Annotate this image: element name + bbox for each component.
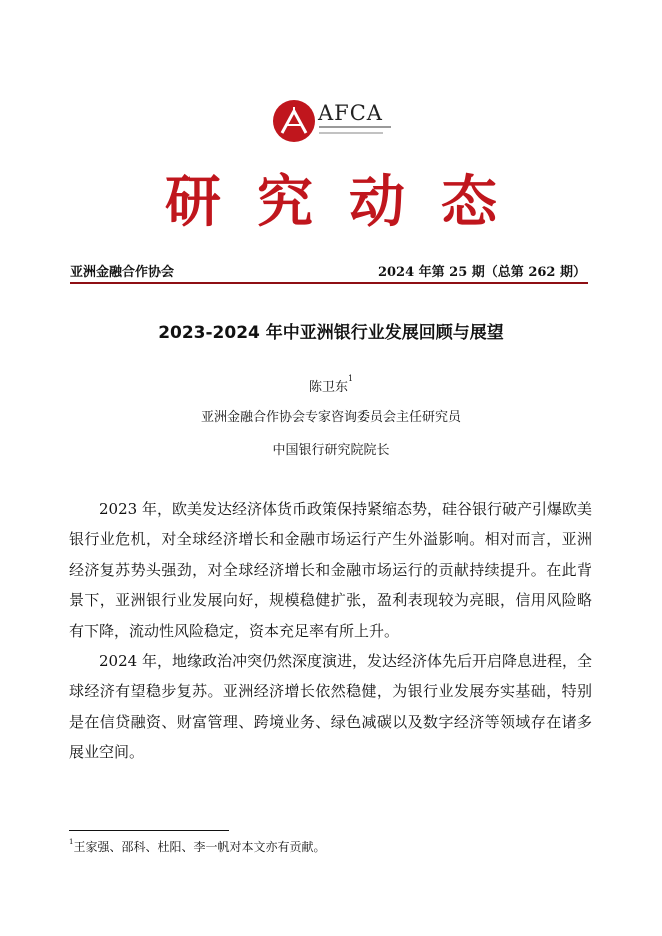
afca-emblem-icon <box>272 99 316 143</box>
article-body <box>69 494 592 768</box>
footnote-mark: 1 <box>69 838 74 846</box>
logo-wordmark: AFCA <box>318 101 383 125</box>
logo-subline <box>319 126 391 128</box>
author-footnote-mark: 1 <box>347 374 354 383</box>
footnote <box>69 838 325 855</box>
logo-subline-cn <box>319 132 383 134</box>
header-issue: 2024 年第 25 期（总第 262 期） <box>377 265 586 280</box>
author-name: 陈卫东 <box>308 380 348 395</box>
affiliation-1: 亚洲金融合作协会专家咨询委员会主任研究员 <box>200 410 461 425</box>
footnote-rule <box>69 830 229 831</box>
header-rule <box>70 282 588 284</box>
footnote-text: 王家强、邵科、杜阳、李一帆对本文亦有贡献。 <box>73 840 326 854</box>
afca-logo <box>272 99 392 147</box>
affiliation-2: 中国银行研究院院长 <box>272 443 390 458</box>
paragraph-2: 2024 年，地缘政治冲突仍然深度演进，发达经济体先后开启降息进程，全球经济有望稳步复苏。亚洲经济增长依然稳健，为银行业发展夯实基础，特别是在信贷融资、财富管理、跨境业务、绿色减碳以及数字经济等领域存在诸多展业空间。 <box>69 652 592 762</box>
paragraph-1: 2023 年，欧美发达经济体货币政策保持紧缩态势，硅谷银行破产引爆欧美银行业危机，对全球经济增长和金融市场运行产生外溢影响。相对而言，亚洲经济复苏势头强劲，对全球经济增长和金融市场运行的贡献持续提升。在此背景下，亚洲银行业发展向好，规模稳健扩张，盈利表现较为亮眼，信用风险略有下降，流动性风险稳定，资本充足率有所上升。 <box>69 500 592 640</box>
author-line <box>0 376 662 395</box>
masthead-title: 研究动态 <box>165 169 533 235</box>
article-title: 2023-2024 年中亚洲银行业发展回顾与展望 <box>158 323 504 343</box>
header-org: 亚洲金融合作协会 <box>70 265 175 280</box>
